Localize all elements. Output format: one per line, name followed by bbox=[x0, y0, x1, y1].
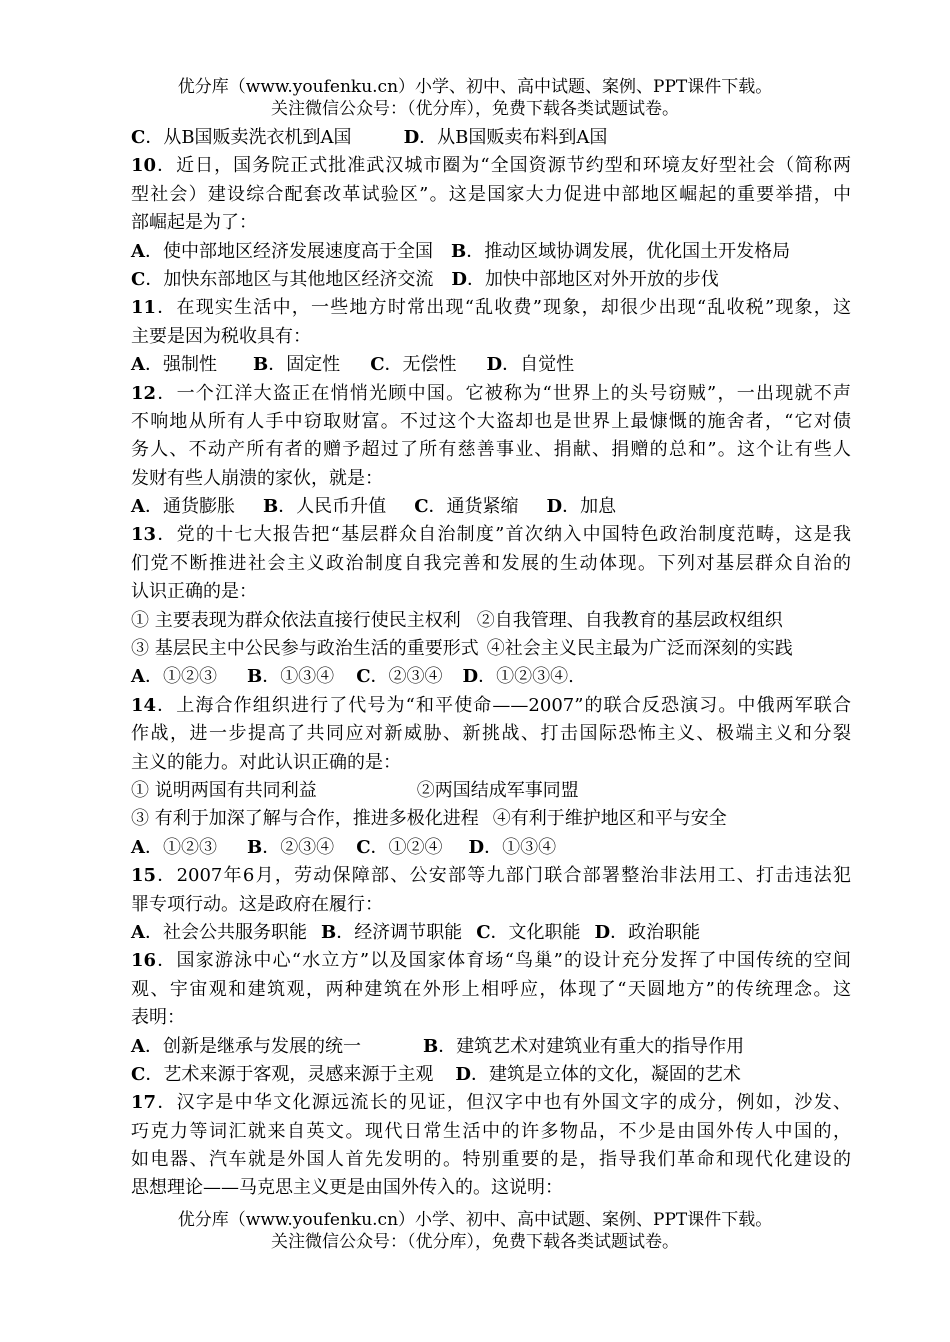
q15-option-a: 社会公共服务职能 bbox=[162, 921, 307, 943]
q11-option-a: 强制性 bbox=[162, 354, 217, 376]
q14-statement-4: ④有利于维护地区和平与安全 bbox=[492, 808, 727, 830]
q16-option-a: 创新是继承与发展的统一 bbox=[162, 1035, 361, 1057]
q13-option-b: ①③④ bbox=[280, 666, 335, 688]
q17-stem-3: 如电器、汽车就是外国人首先发明的。特别重要的是，指导我们革命和现代化建设的 bbox=[131, 1149, 851, 1171]
page-header bbox=[0, 76, 950, 120]
q12-options: A．通货膨胀 B．人民币升值 C．通货紧缩 D．加息 bbox=[131, 496, 617, 518]
q13-stem-3: 认识正确的是： bbox=[131, 581, 257, 603]
q16-options-ab: A．创新是继承与发展的统一 B．建筑艺术对建筑业有重大的指导作用 bbox=[131, 1035, 745, 1057]
question-body bbox=[131, 124, 851, 1203]
q13-statement-2: ②自我管理、自我教育的基层政权组织 bbox=[476, 609, 783, 631]
q15-stem-2: 罪专项行动。这是政府在履行： bbox=[131, 893, 383, 915]
q13-option-c: ②③④ bbox=[388, 666, 443, 688]
q15-option-b: 经济调节职能 bbox=[354, 921, 463, 943]
q10-option-b: 推动区域协调发展，优化国土开发格局 bbox=[484, 240, 791, 262]
q14-statements-12 bbox=[131, 777, 851, 805]
q14-option-b: ②③④ bbox=[280, 836, 335, 858]
q10-option-d: 加快中部地区对外开放的步伐 bbox=[484, 268, 719, 290]
q12-option-b: 人民币升值 bbox=[296, 496, 387, 518]
q14-option-a: ①②③ bbox=[162, 836, 217, 858]
q13-number: 13 bbox=[131, 524, 157, 546]
q14-stem-1: 14．上海合作组织进行了代号为“和平使命——2007”的联合反恐演习。中俄两军联合 bbox=[131, 694, 851, 716]
q13-statements-34 bbox=[131, 635, 851, 663]
q14-statement-1: ① 说明两国有共同利益 bbox=[131, 779, 317, 801]
q16-options-cd: C．艺术来源于客观，灵感来源于主观 D．建筑是立体的文化，凝固的艺术 bbox=[131, 1063, 741, 1085]
q16-option-c: 艺术来源于客观，灵感来源于主观 bbox=[163, 1063, 434, 1085]
q14-statement-3: ③ 有利于加深了解与合作，推进多极化进程 bbox=[131, 808, 479, 830]
q11-option-b: 固定性 bbox=[286, 354, 341, 376]
q12-stem-3: 务人、不动产所有者的赠予超过了所有慈善事业、捐献、捐赠的总和”。这个让有些人 bbox=[131, 439, 851, 461]
q16-number: 16 bbox=[131, 950, 157, 972]
q13-option-d: ①②③④. bbox=[496, 666, 574, 688]
q10-option-a: 使中部地区经济发展速度高于全国 bbox=[162, 240, 433, 262]
q16-stem-3: 表明： bbox=[131, 1007, 185, 1029]
q17-stem-1: 17．汉字是中华文化源远流长的见证，但汉字中也有外国文字的成分，例如，沙发、 bbox=[131, 1092, 851, 1114]
q14-statements-34 bbox=[131, 805, 851, 833]
q13-statement-1: ① 主要表现为群众依法直接行使民主权利 bbox=[131, 609, 461, 631]
q17-number: 17 bbox=[131, 1092, 157, 1114]
q16-option-b: 建筑艺术对建筑业有重大的指导作用 bbox=[456, 1035, 745, 1057]
q14-options: A．①②③ B．②③④ C．①②④ D．①③④ bbox=[131, 836, 557, 858]
q14-number: 14 bbox=[131, 694, 157, 716]
q16-stem-2: 观、宇宙观和建筑观，两种建筑在外形上相呼应，体现了“天圆地方”的传统理念。这 bbox=[131, 978, 851, 1000]
q10-number: 10 bbox=[131, 155, 157, 177]
q12-stem-1: 12．一个江洋大盗正在悄悄光顾中国。它被称为“世界上的头号窃贼”，一出现就不声 bbox=[131, 382, 851, 404]
q12-option-a: 通货膨胀 bbox=[162, 496, 235, 518]
q9-option-c: 从B国贩卖洗衣机到A国 bbox=[163, 127, 352, 148]
q13-options: A．①②③ B．①③④ C．②③④ D．①②③④. bbox=[131, 666, 574, 688]
q10-stem-2: 型社会）建设综合配套改革试验区”。这是国家大力促进中部地区崛起的重要举措，中 bbox=[131, 183, 851, 205]
q11-stem-2: 主要是因为税收具有： bbox=[131, 325, 311, 347]
q15-option-c: 文化职能 bbox=[508, 921, 581, 943]
q12-option-d: 加息 bbox=[580, 496, 617, 518]
q13-option-a: ①②③ bbox=[162, 666, 217, 688]
q11-number: 11 bbox=[131, 297, 157, 319]
q14-option-d: ①③④ bbox=[502, 836, 557, 858]
q16-option-d: 建筑是立体的文化，凝固的艺术 bbox=[488, 1063, 741, 1085]
q10-stem-1: 10．近日，国务院正式批准武汉城市圈为“全国资源节约型和环境友好型社会（简称两 bbox=[131, 155, 852, 177]
q12-option-c: 通货紧缩 bbox=[446, 496, 519, 518]
q13-stem-2: 们党不断推进社会主义政治制度自我完善和发展的生动体现。下列对基层群众自治的 bbox=[131, 552, 851, 574]
footer-line-1: 优分库（www.youfenku.cn）小学、初中、高中试题、案例、PPT课件下载。 bbox=[177, 1210, 773, 1230]
q14-statement-2: ②两国结成军事同盟 bbox=[416, 779, 579, 801]
header-line-2: 关注微信公众号：（优分库），免费下载各类试题试卷。 bbox=[271, 99, 679, 119]
q17-stem-2: 巧克力等词汇就来自英文。现代日常生活中的许多物品，不少是由国外传人中国的， bbox=[131, 1120, 851, 1142]
q14-option-c: ①②④ bbox=[388, 836, 443, 858]
q12-stem-4: 发财有些人崩溃的家伙，就是： bbox=[131, 467, 383, 489]
q15-stem-1: 15．2007年6月，劳动保障部、公安部等九部门联合部署整治非法用工、打击违法犯 bbox=[131, 865, 851, 887]
q11-option-d: 自觉性 bbox=[520, 354, 575, 376]
q11-option-c: 无偿性 bbox=[402, 354, 457, 376]
q11-options: A．强制性 B．固定性 C．无偿性 D．自觉性 bbox=[131, 354, 575, 376]
q17-stem-4: 思想理论——马克思主义更是由国外传入的。这说明： bbox=[131, 1177, 563, 1199]
q13-statement-3: ③ 基层民主中公民参与政治生活的重要形式 bbox=[131, 638, 479, 660]
q14-stem-2: 作战，进一步提高了共同应对新威胁、新挑战、打击国际恐怖主义、极端主义和分裂 bbox=[131, 723, 851, 745]
q15-number: 15 bbox=[131, 865, 157, 887]
q13-stem-1: 13．党的十七大报告把“基层群众自治制度”首次纳入中国特色政治制度范畴，这是我 bbox=[131, 524, 851, 546]
page-footer bbox=[0, 1209, 950, 1253]
q9-option-d: 从B国贩卖布料到A国 bbox=[437, 127, 608, 148]
q10-options-cd: C．加快东部地区与其他地区经济交流 D．加快中部地区对外开放的步伐 bbox=[131, 268, 719, 290]
q10-stem-3: 部崛起是为了： bbox=[131, 212, 257, 234]
q13-statements-12 bbox=[131, 607, 851, 635]
q13-statement-4: ④社会主义民主最为广泛而深刻的实践 bbox=[486, 638, 793, 660]
header-line-1: 优分库（www.youfenku.cn）小学、初中、高中试题、案例、PPT课件下载。 bbox=[177, 77, 773, 97]
q10-option-c: 加快东部地区与其他地区经济交流 bbox=[163, 268, 434, 290]
q9-options: C．从B国贩卖洗衣机到A国 D．从B国贩卖布料到A国 bbox=[131, 127, 608, 148]
q15-options: A．社会公共服务职能 B．经济调节职能 C．文化职能 D．政治职能 bbox=[131, 921, 701, 943]
q16-stem-1: 16．国家游泳中心“水立方”以及国家体育场“鸟巢”的设计充分发挥了中国传统的空间 bbox=[131, 950, 852, 972]
q11-stem-1: 11．在现实生活中，一些地方时常出现“乱收费”现象，却很少出现“乱收税”现象，这 bbox=[131, 297, 852, 319]
q10-options-ab: A．使中部地区经济发展速度高于全国 B．推动区域协调发展，优化国土开发格局 bbox=[131, 240, 791, 262]
footer-line-2: 关注微信公众号：（优分库），免费下载各类试题试卷。 bbox=[271, 1232, 679, 1252]
q12-number: 12 bbox=[131, 382, 157, 404]
q12-stem-2: 不响地从所有人手中窃取财富。不过这个大盗却也是世界上最慷慨的施舍者，“它对债 bbox=[131, 410, 851, 432]
q15-option-d: 政治职能 bbox=[628, 921, 701, 943]
q14-stem-3: 主义的能力。对此认识正确的是： bbox=[131, 751, 401, 773]
